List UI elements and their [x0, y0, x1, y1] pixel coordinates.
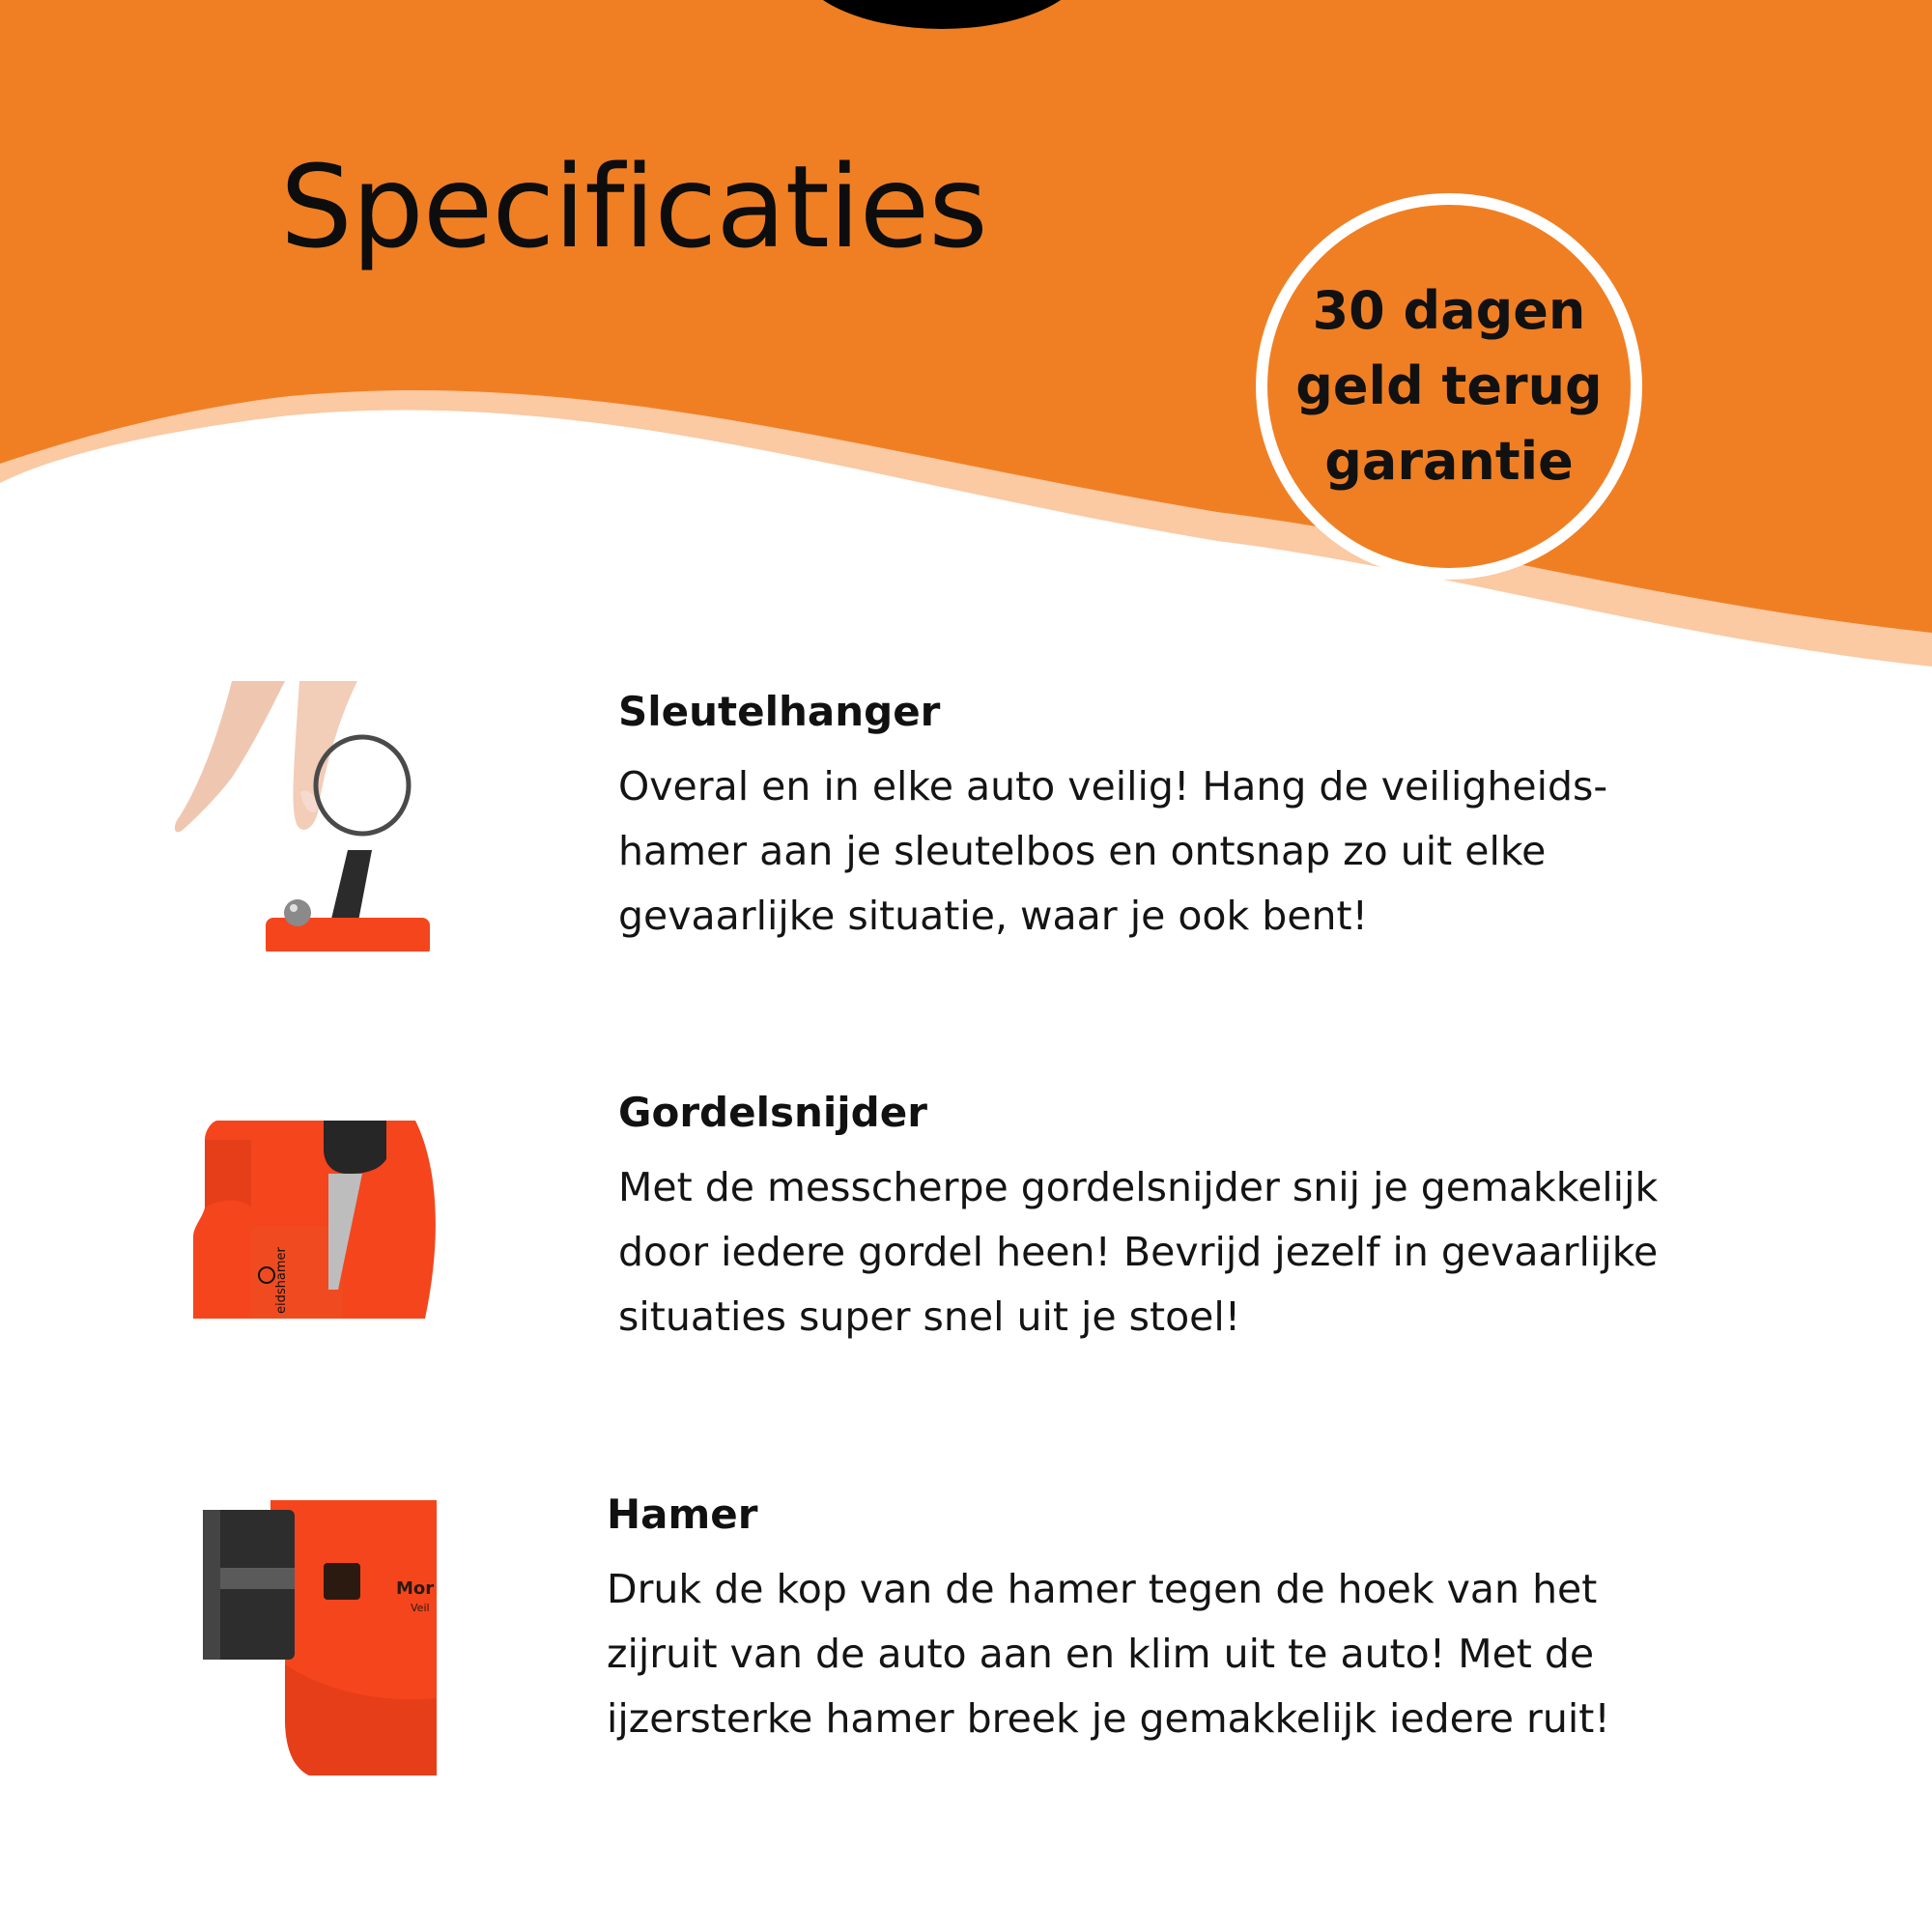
feature-title: Hamer: [607, 1491, 758, 1538]
cutter-brand-text: eidshamer: [274, 1247, 289, 1314]
feature-hammer: [607, 1486, 1814, 1751]
finger-1: [175, 681, 285, 832]
belt-cutter-image: [193, 1121, 441, 1319]
page-title: Specificaties: [280, 140, 987, 273]
guarantee-badge-text: 30 dagen geld terug garantie: [1295, 280, 1603, 492]
black-hook: [324, 1121, 386, 1174]
hammer-head-image: [203, 1500, 437, 1776]
brand-logo-icon: [324, 1563, 360, 1600]
hammer-brand-text: Mor: [396, 1578, 435, 1599]
steel-ball: [284, 899, 311, 926]
key-ring: [316, 737, 409, 834]
steel-ball-shine: [290, 904, 298, 912]
feature-description: Overal en in elke auto veilig! Hang de veiligheids-hamer aan je sleutelbos en ontsnap zo uit elke gevaarlijke situatie, waar je ook bent!: [618, 763, 1608, 939]
guarantee-badge: [1256, 193, 1642, 580]
keychain-hand-image: [174, 681, 454, 952]
hammer-head-edge: [203, 1510, 220, 1660]
hammer-brand-subtext: Veil: [411, 1602, 430, 1614]
feature-title: Gordelsnijder: [618, 1089, 927, 1136]
orange-wave: [0, 0, 1932, 633]
feature-title: Sleutelhanger: [618, 688, 941, 735]
feature-keychain: [618, 683, 1777, 949]
feature-description: Druk de kop van de hamer tegen de hoek van het zijruit van de auto aan en klim uit te auto! Met de ijzersterke hamer breek je gemakkelijk iedere ruit!: [607, 1566, 1610, 1742]
feature-belt-cutter: [618, 1084, 1777, 1350]
feature-description: Met de messcherpe gordelsnijder snij je gemakkelijk door iedere gordel heen! Bevrijd jezelf in gevaarlijke situaties super snel uit je stoel!: [618, 1164, 1659, 1340]
cutter-shade: [205, 1140, 251, 1208]
